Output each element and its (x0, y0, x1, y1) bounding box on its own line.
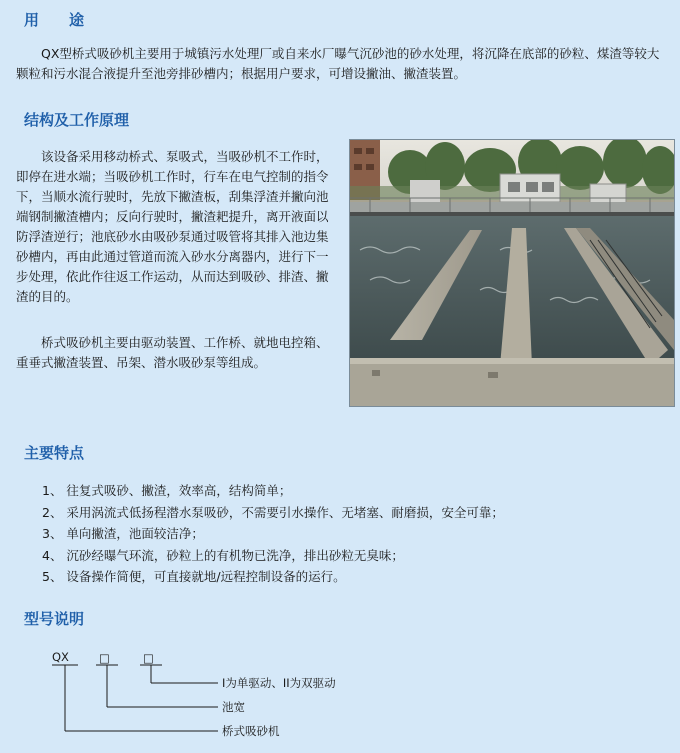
model-prefix: QX (52, 650, 69, 664)
feature-item: 1、 往复式吸砂、撇渣，效率高，结构简单； (42, 483, 292, 498)
sand-removal-bridge-photo (349, 139, 675, 407)
model-code-diagram (50, 645, 410, 745)
usage-heading: 用 途 (24, 11, 85, 29)
features-heading: 主要特点 (24, 444, 85, 462)
model-label-drive: I为单驱动、II为双驱动 (222, 676, 336, 690)
model-heading: 型号说明 (24, 610, 85, 628)
model-label-type: 桥式吸砂机 (222, 724, 280, 738)
features-list (42, 480, 504, 588)
model-label-width: 池宽 (222, 700, 245, 714)
structure-paragraph-2: 桥式吸砂机主要由驱动装置、工作桥、就地电控箱、重垂式撇渣装置、吊架、潜水吸砂泵等组成。 (16, 335, 329, 370)
model-box-drive: □ (143, 651, 154, 665)
structure-paragraph-1: 该设备采用移动桥式、泵吸式，当吸砂机不工作时，即停在进水端；当吸砂机工作时，行车在电气控制的指令下，当顺水流行驶时，先放下撇渣板，刮集浮渣并撇向池端钢制撇渣槽内；反向行驶时，撇渣耙提升，离开液面以防浮渣逆行；池底砂水由吸砂泵通过吸管将其排入池边集砂槽内，再由此通过管道而流入砂水分离器内，进行下一步处理，依此作往返工作运动，从而达到吸砂、排渣、撇渣的目的。 (16, 149, 329, 304)
structure-heading: 结构及工作原理 (24, 111, 130, 129)
usage-text: QX型桥式吸砂机主要用于城镇污水处理厂或自来水厂曝气沉砂池的砂水处理，将沉降在底部的砂粒、煤渣等较大颗粒和污水混合液提升至池旁排砂槽内；根据用户要求，可增设撇油、撇渣装置。 (16, 46, 660, 81)
feature-item: 3、 单向撇渣，池面较洁净； (42, 526, 204, 541)
feature-item: 4、 沉砂经曝气环流，砂粒上的有机物已洗净，排出砂粒无臭味； (42, 547, 404, 563)
feature-item: 5、 设备操作简便，可直接就地/远程控制设备的运行。 (42, 569, 346, 584)
feature-item: 2、 采用涡流式低扬程潜水泵吸砂，不需要引水操作、无堵塞、耐磨损，安全可靠； (42, 504, 504, 520)
model-box-width: □ (99, 651, 110, 665)
